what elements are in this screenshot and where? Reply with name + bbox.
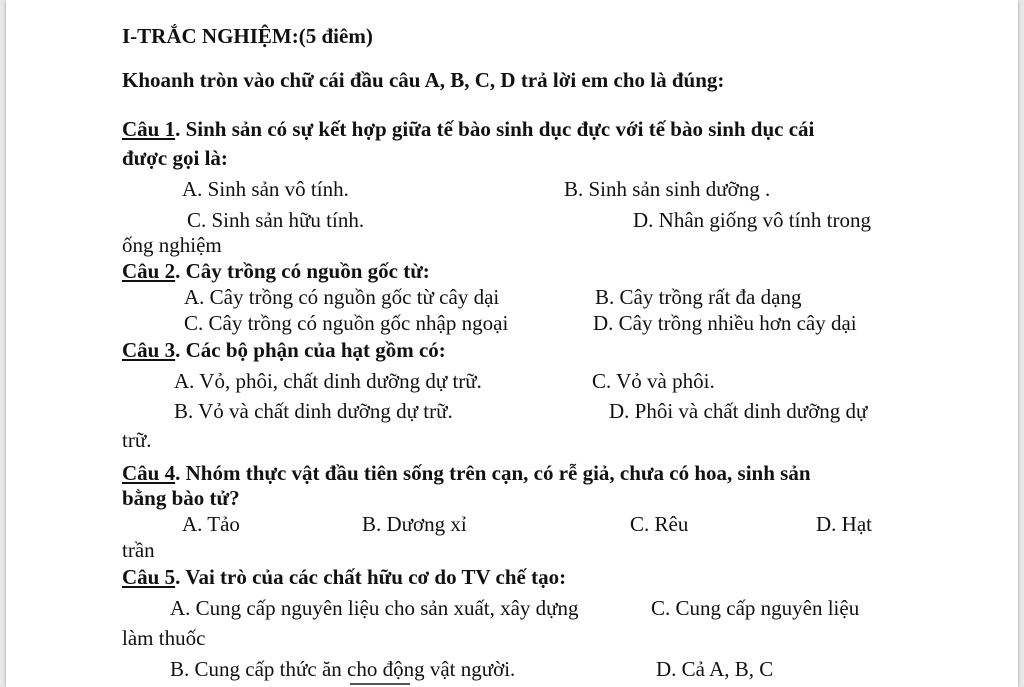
question-1-text-cont: được gọi là: <box>122 146 228 170</box>
section-heading: I-TRẮC NGHIỆM:(5 điêm) <box>122 24 373 48</box>
q5-option-c-cont: làm thuốc <box>122 626 206 650</box>
q4-option-d: D. Hạt <box>816 512 872 536</box>
q4-option-c: C. Rêu <box>630 512 689 536</box>
question-2-label: Câu 2 <box>122 259 176 283</box>
question-4-text-cont: bằng bào tử? <box>122 486 240 510</box>
instruction-text: Khoanh tròn vào chữ cái đầu câu A, B, C, D trả lời em cho là đúng: <box>122 68 725 92</box>
q3-option-d-cont: trữ. <box>122 428 152 452</box>
q4-option-b: B. Dương xỉ <box>362 512 467 536</box>
question-4-label: Câu 4 <box>122 461 176 485</box>
cropped-previous-text <box>126 0 646 2</box>
question-5-text: . Vai trò của các chất hữu cơ do TV chế tạo: <box>175 565 567 589</box>
q5-option-c: C. Cung cấp nguyên liệu <box>651 596 860 620</box>
question-5-label: Câu 5 <box>122 565 176 589</box>
q2-option-d: D. Cây trồng nhiều hơn cây dại <box>593 311 857 335</box>
q2-option-b: B. Cây trồng rất đa dạng <box>595 285 802 309</box>
question-1-text: . Sinh sản có sự kết hợp giữa tế bào sinh dục đực với tế bào sinh dục cái <box>175 117 815 141</box>
q4-option-d-cont: trần <box>122 538 155 562</box>
q3-option-a: A. Vỏ, phôi, chất dinh dưỡng dự trữ. <box>174 369 482 393</box>
q5-option-a: A. Cung cấp nguyên liệu cho sản xuất, xây dựng <box>170 596 579 620</box>
q1-option-d: D. Nhân giống vô tính trong <box>633 208 871 232</box>
question-2 <box>122 259 430 283</box>
q2-option-a: A. Cây trồng có nguồn gốc từ cây dại <box>184 285 500 309</box>
q3-option-c: C. Vỏ và phôi. <box>592 369 715 393</box>
q2-option-c: C. Cây trồng có nguồn gốc nhập ngoại <box>184 311 509 335</box>
q3-option-d: D. Phôi và chất dinh dưỡng dự <box>609 399 868 423</box>
question-4 <box>122 461 811 485</box>
q3-option-b: B. Vỏ và chất dinh dưỡng dự trữ. <box>174 399 453 423</box>
question-3-text: . Các bộ phận của hạt gồm có: <box>175 338 446 362</box>
q1-option-a: A. Sinh sản vô tính. <box>182 177 349 201</box>
question-1-label: Câu 1 <box>122 117 176 141</box>
q5-option-d: D. Cả A, B, C <box>656 657 774 681</box>
question-3-label: Câu 3 <box>122 338 176 362</box>
q1-option-c: C. Sinh sản hữu tính. <box>187 208 365 232</box>
q4-option-a: A. Tảo <box>182 512 240 536</box>
document-page <box>6 0 1018 687</box>
question-1 <box>122 117 814 141</box>
q1-option-b: B. Sinh sản sinh dưỡng . <box>564 177 771 201</box>
question-2-text: . Cây trồng có nguồn gốc từ: <box>175 259 430 283</box>
q1-option-d-cont: ống nghiệm <box>122 233 222 257</box>
question-4-text: . Nhóm thực vật đầu tiên sống trên cạn, có rễ giả, chưa có hoa, sinh sản <box>175 461 811 485</box>
cropped-next-text <box>350 683 410 685</box>
q5-option-b: B. Cung cấp thức ăn cho động vật người. <box>170 657 516 681</box>
question-5 <box>122 565 566 589</box>
question-3 <box>122 338 446 362</box>
